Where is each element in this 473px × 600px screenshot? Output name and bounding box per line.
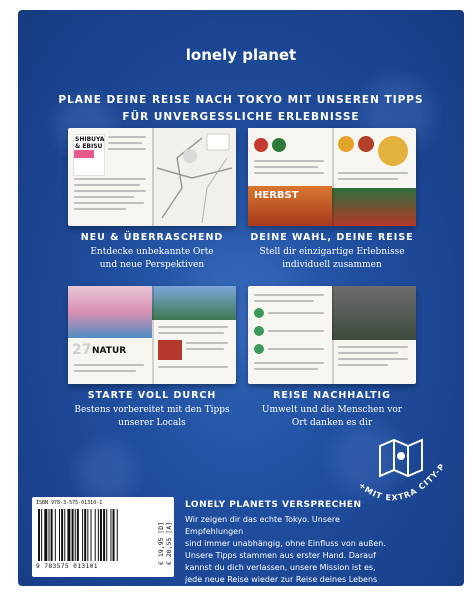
natur-number: 27 xyxy=(72,342,92,358)
feature-desc-4: Umwelt und die Menschen vor Ort danken es dir xyxy=(261,405,403,428)
city-plan-text: +MIT EXTRA CITY-P xyxy=(356,461,448,503)
barcode-box xyxy=(32,497,174,577)
promise-title: LONELY PLANETS VERSPRECHEN xyxy=(185,500,362,510)
feature-desc-2: Stell dir einzigartige Erlebnisse individuell zusammen xyxy=(259,247,405,270)
book-back-cover xyxy=(18,10,464,596)
book-preview-nachhaltig xyxy=(248,286,416,384)
isbn-top: ISBN 978-3-575-01310-1 xyxy=(36,500,103,506)
book-preview-herbst xyxy=(248,128,416,226)
headline xyxy=(18,92,464,126)
natur-label: NATUR xyxy=(92,346,127,356)
book-page-left xyxy=(68,128,152,226)
isbn-digits: 9 783575 013101 xyxy=(36,563,98,570)
headline-line-1: PLANE DEINE REISE NACH TOKYO MIT UNSEREN TIPPS xyxy=(58,94,424,106)
promise-text: Wir zeigen dir das echte Tokyo. Unsere Empfehlungen sind immer unabhängig, ohne Einfluss von außen. Unsere Tipps stammen aus erster Hand. Darauf kannst du dich verlassen, unsere Mission ist es, jede neue Reise wieder zur Reise deines Lebens zu machen. xyxy=(185,515,386,596)
folded-map-icon xyxy=(380,440,422,476)
headline-line-2: FÜR UNVERGESSLICHE ERLEBNISSE xyxy=(122,111,360,123)
svg-text:+MIT EXTRA CITY-PLAN xyxy=(350,424,447,503)
book-preview-natur xyxy=(68,286,236,384)
city-plan-badge xyxy=(350,424,450,514)
feature-title-2: DEINE WAHL, DEINE REISE xyxy=(250,232,414,243)
lonely-planet-logo xyxy=(18,46,464,64)
feature-title-4: REISE NACHHALTIG xyxy=(273,390,391,401)
price-at: € 20,55 [A] xyxy=(165,521,173,565)
feature-title-1: NEU & ÜBERRASCHEND xyxy=(80,232,224,243)
brand-text: lonely planet xyxy=(185,46,297,64)
price-block xyxy=(157,505,171,565)
book-preview-shibuya xyxy=(68,128,236,226)
feature-desc-1: Entdecke unbekannte Orte und neue Perspektiven xyxy=(90,247,214,270)
map-page xyxy=(152,128,236,226)
herbst-label: HERBST xyxy=(254,190,299,201)
barcode xyxy=(38,509,146,561)
price-de: € 19,95 [D] xyxy=(157,521,165,565)
feature-desc-3: Bestens vorbereitet mit den Tipps unserer Locals xyxy=(74,405,230,428)
feature-title-3: STARTE VOLL DURCH xyxy=(87,390,217,401)
shibuya-label: SHIBUYA & EBISU xyxy=(75,136,105,150)
